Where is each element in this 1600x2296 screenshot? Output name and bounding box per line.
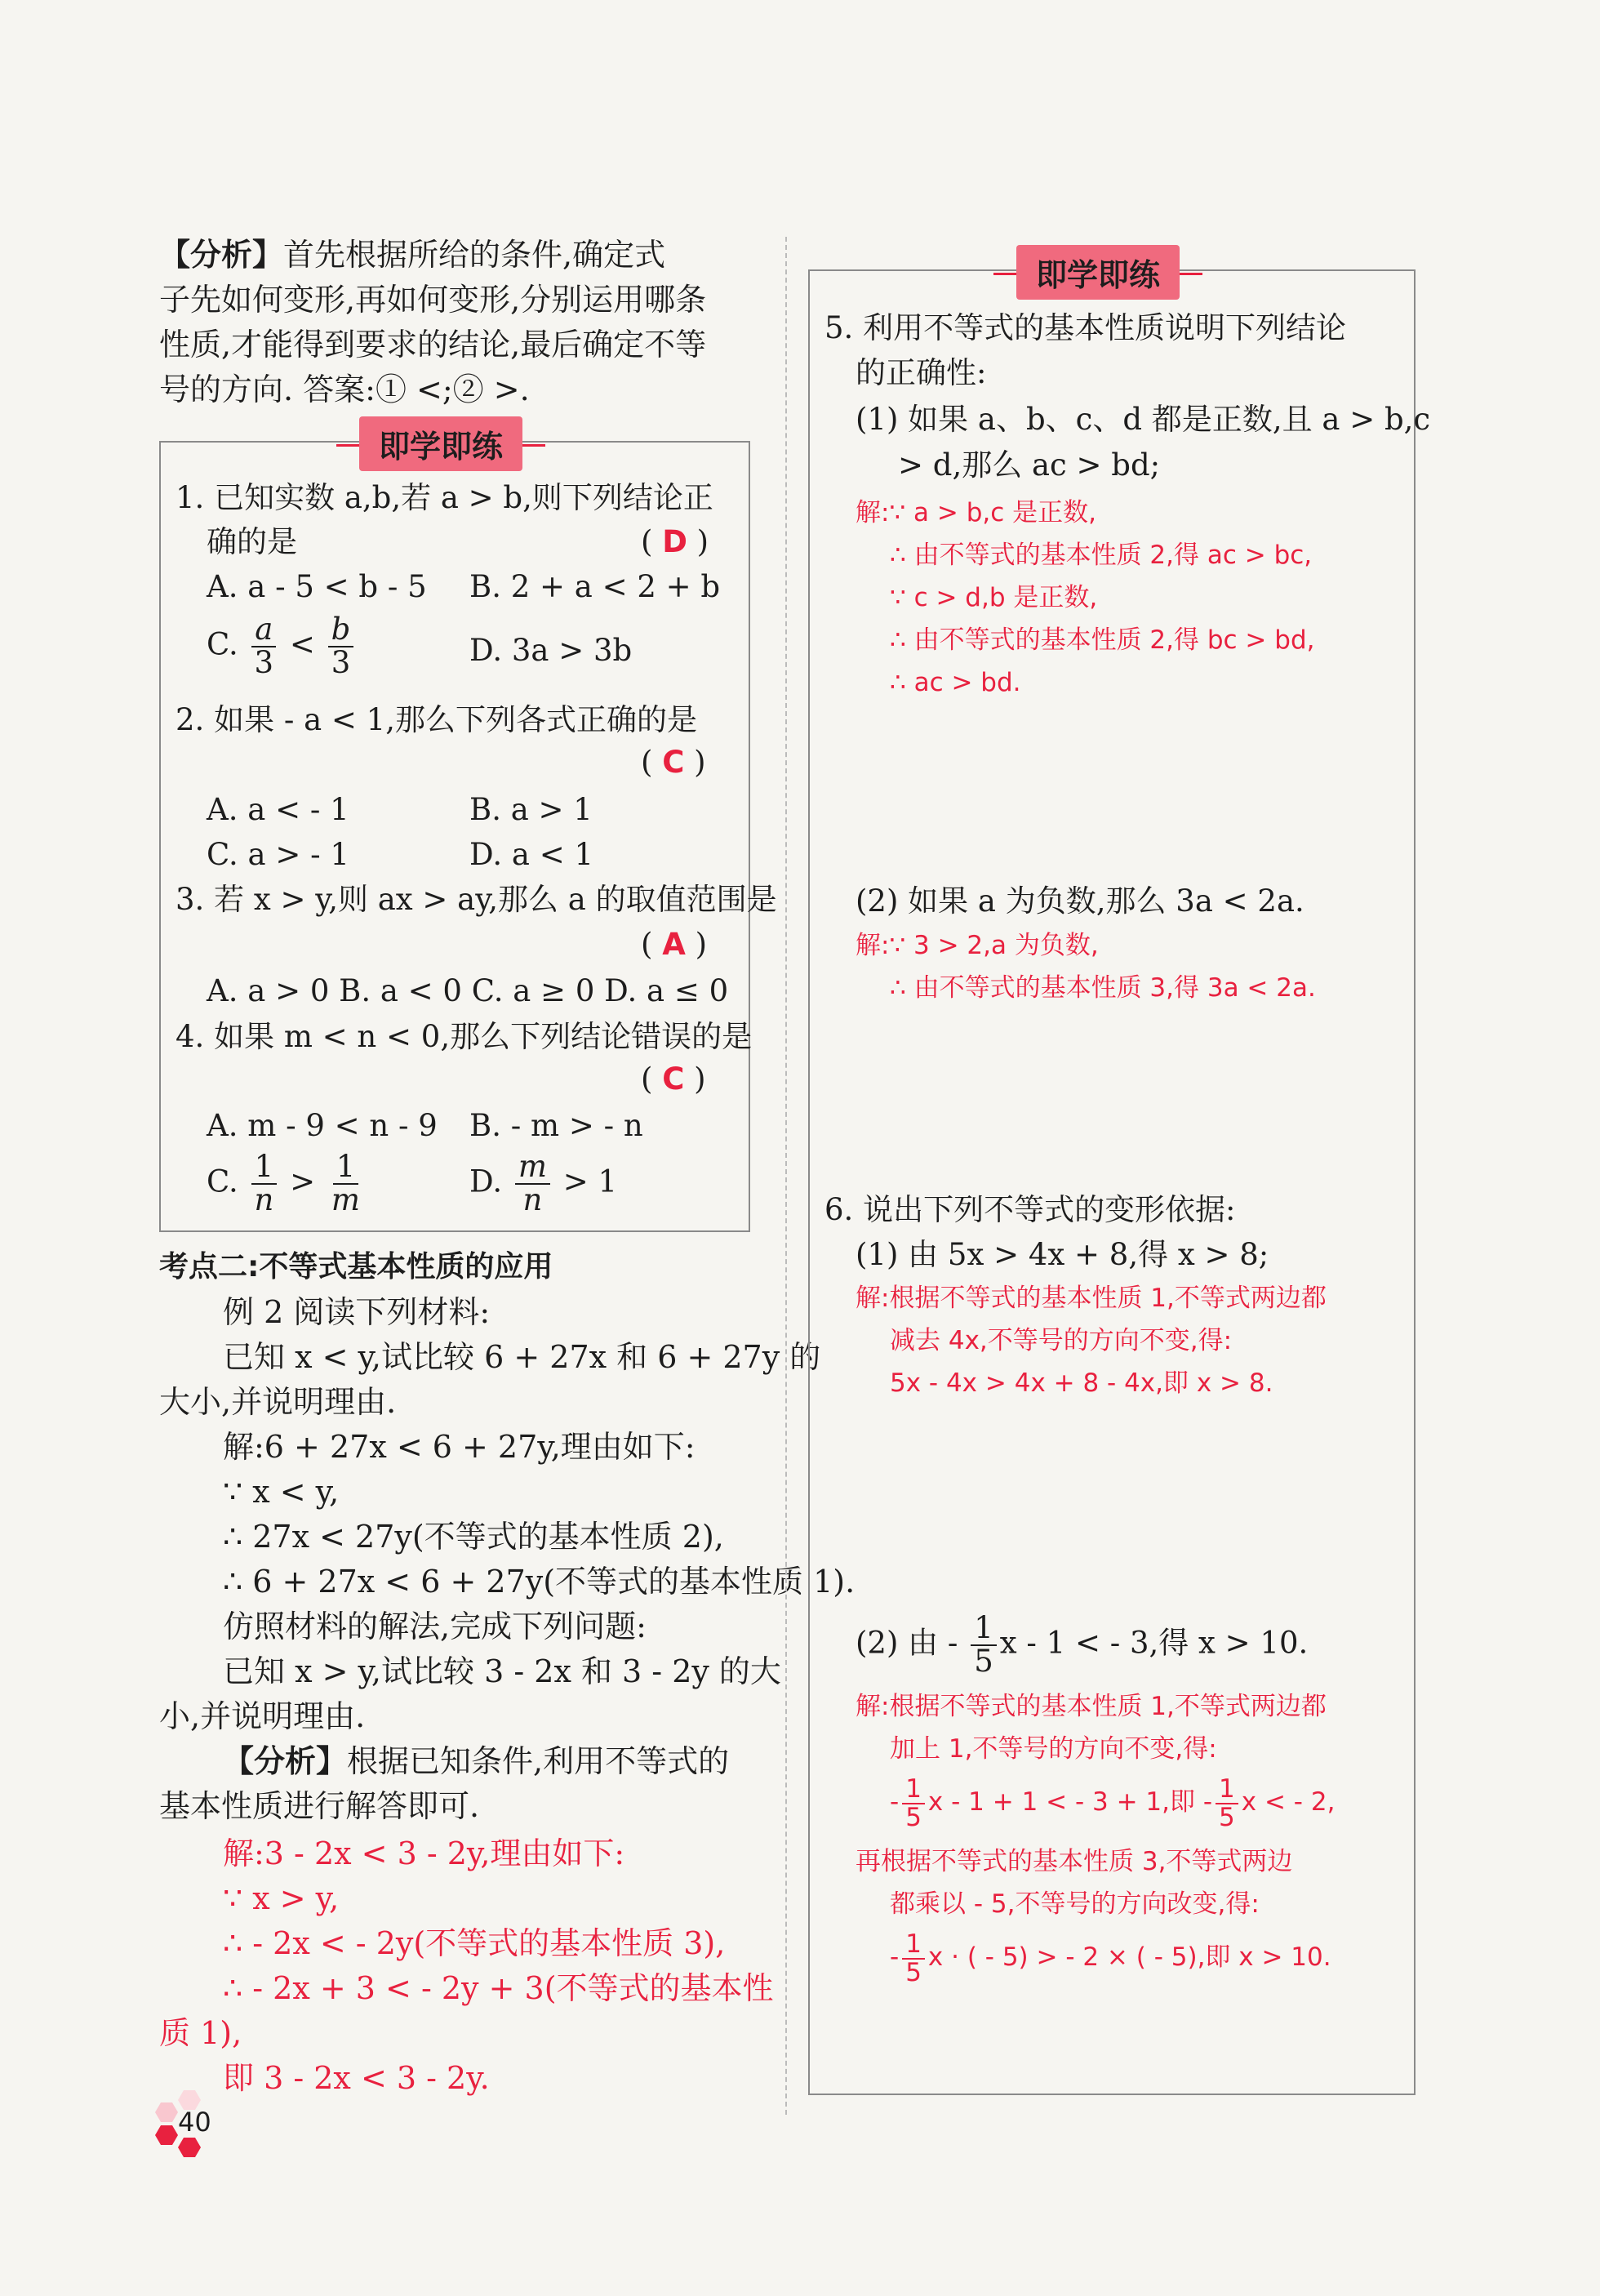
example-line-0: 已知 x < y,试比较 6 + 27x 和 6 + 27y 的 [223, 1339, 821, 1375]
analysis-1-line-1: 子先如何变形,再如何变形,分别运用哪条 [159, 282, 707, 318]
fraction: $\frac{a}{3}$ [251, 614, 278, 679]
example-line-5: ∴ 6 + 27x < 6 + 27y(不等式的基本性质 1). [223, 1564, 856, 1600]
fraction: $\frac{1}{5}$ [902, 1931, 925, 1986]
example-line-6: 仿照材料的解法,完成下列问题: [223, 1609, 647, 1644]
q4-line: 4. 如果 m < n < 0,那么下列结论错误的是 [176, 1019, 753, 1054]
kaodian-heading: 考点二:不等式基本性质的应用 [159, 1250, 553, 1284]
q6-part2-solution-0: 解:根据不等式的基本性质 1,不等式两边都 [856, 1692, 1327, 1721]
q5-line-1: 的正确性: [856, 355, 987, 390]
q3-line: 3. 若 x > y,则 ax > ay,那么 a 的取值范围是 [176, 882, 777, 917]
column-divider [785, 237, 787, 2115]
practice-tag-left: 即学即练 [359, 416, 522, 471]
q6-part2-solution-1: 加上 1,不等号的方向不变,得: [890, 1734, 1217, 1764]
q6-part2-solution-2: 再根据不等式的基本性质 3,不等式两边 [856, 1847, 1293, 1876]
q5-part1-solution-0: 解:∵ a > b,c 是正数, [856, 498, 1096, 527]
example-analysis-line-1: 基本性质进行解答即可. [159, 1788, 480, 1824]
q4-option-d: D. $\frac{m}{n}$ > 1 [469, 1149, 618, 1217]
q6-part2-solution-eq2: - $\frac{1}{5}$ x · ( - 5) > - 2 × ( - 5),即 x > 10. [890, 1929, 1331, 1987]
hexagon-decoration [155, 2125, 178, 2145]
q5-part2-solution-0: 解:∵ 3 > 2,a 为负数, [856, 931, 1099, 960]
q2-option-c: C. a > - 1 [207, 837, 349, 872]
q5-part2-solution-1: ∴ 由不等式的基本性质 3,得 3a < 2a. [890, 973, 1316, 1003]
q2-answer: ( C ) [641, 745, 706, 780]
q1-line-1: 确的是 [207, 524, 297, 559]
practice-tag-right: 即学即练 [1016, 245, 1180, 300]
q2-option-b: B. a > 1 [469, 792, 593, 827]
example-line-2: 解:6 + 27x < 6 + 27y,理由如下: [223, 1429, 696, 1465]
analysis-1-line-3: 号的方向. 答案:① <;② >. [159, 372, 530, 407]
q6-part1-solution-1: 减去 4x,不等号的方向不变,得: [890, 1326, 1233, 1355]
q1-line-0: 1. 已知实数 a,b,若 a > b,则下列结论正 [176, 480, 713, 515]
example-line-4: ∴ 27x < 27y(不等式的基本性质 2), [223, 1519, 724, 1555]
q5-part1-line-0: (1) 如果 a、b、c、d 都是正数,且 a > b,c [856, 402, 1431, 437]
analysis-label: 【分析】 [223, 1743, 348, 1779]
q6-part2-line: (2) 由 - $\frac{1}{5}$ x - 1 < - 3,得 x > 10. [856, 1610, 1309, 1679]
fraction: $\frac{1}{m}$ [331, 1149, 361, 1217]
fraction: $\frac{1}{5}$ [1216, 1776, 1238, 1831]
example-solution-5: 即 3 - 2x < 3 - 2y. [223, 2060, 490, 2096]
q5-part1-solution-2: ∵ c > d,b 是正数, [890, 583, 1098, 612]
q4-option-c: C. $\frac{1}{n}$ > $\frac{1}{m}$ [207, 1151, 367, 1217]
q2-line: 2. 如果 - a < 1,那么下列各式正确的是 [176, 702, 697, 737]
q6-part1-solution-0: 解:根据不等式的基本性质 1,不等式两边都 [856, 1284, 1327, 1313]
example-line-1: 大小,并说明理由. [159, 1384, 397, 1420]
q1-option-d: D. 3a > 3b [469, 633, 633, 668]
q4-option-b: B. - m > - n [469, 1108, 643, 1143]
example-solution-3: ∴ - 2x + 3 < - 2y + 3(不等式的基本性 [223, 1970, 774, 2006]
example-solution-4: 质 1), [159, 2015, 242, 2051]
q4-option-a: A. m - 9 < n - 9 [207, 1108, 438, 1143]
page-number: 40 [178, 2107, 211, 2138]
q5-line-0: 5. 利用不等式的基本性质说明下列结论 [824, 310, 1347, 345]
q5-part1-solution-3: ∴ 由不等式的基本性质 2,得 bc > bd, [890, 625, 1315, 655]
example-line-3: ∵ x < y, [223, 1474, 340, 1510]
hexagon-decoration [155, 2102, 178, 2122]
q1-option-a: A. a - 5 < b - 5 [207, 569, 427, 604]
example-title: 例 2 阅读下列材料: [223, 1294, 491, 1330]
example-analysis-line-0: 【分析】根据已知条件,利用不等式的 [223, 1743, 730, 1779]
q5-part1-solution-4: ∴ ac > bd. [890, 668, 1021, 697]
q3-answer: ( A ) [641, 927, 708, 962]
q1-answer: ( D ) [641, 524, 709, 559]
fraction: $\frac{m}{n}$ [515, 1151, 550, 1217]
fraction: $\frac{1}{n}$ [251, 1151, 278, 1217]
q5-part1-line-1: > d,那么 ac > bd; [898, 447, 1161, 483]
q4-answer: ( C ) [641, 1061, 706, 1097]
analysis-1-line-0: 【分析】首先根据所给的条件,确定式 [159, 237, 666, 273]
q5-part1-solution-1: ∴ 由不等式的基本性质 2,得 ac > bc, [890, 541, 1313, 570]
example-solution-1: ∵ x > y, [223, 1880, 340, 1916]
fraction: $\frac{1}{5}$ [902, 1776, 925, 1831]
q6-part2-solution-3: 都乘以 - 5,不等号的方向改变,得: [890, 1889, 1260, 1919]
q6-part1-solution-2: 5x - 4x > 4x + 8 - 4x,即 x > 8. [890, 1368, 1273, 1398]
analysis-1-line-2: 性质,才能得到要求的结论,最后确定不等 [159, 327, 707, 363]
q3-options: A. a > 0 B. a < 0 C. a ≥ 0 D. a ≤ 0 [207, 973, 729, 1008]
q1-option-c: C. $\frac{a}{3}$ < $\frac{b}{3}$ [207, 614, 357, 679]
hexagon-decoration [178, 2138, 201, 2157]
q6-part2-solution-eq1: - $\frac{1}{5}$ x - 1 + 1 < - 3 + 1,即 - $\frac{1}{5}$ x < - 2, [890, 1774, 1336, 1832]
q1-option-b: B. 2 + a < 2 + b [469, 569, 721, 604]
example-solution-2: ∴ - 2x < - 2y(不等式的基本性质 3), [223, 1925, 726, 1961]
q5-part2-line: (2) 如果 a 为负数,那么 3a < 2a. [856, 883, 1304, 919]
q6-part1-line: (1) 由 5x > 4x + 8,得 x > 8; [856, 1237, 1269, 1272]
q6-line: 6. 说出下列不等式的变形依据: [824, 1192, 1236, 1227]
fraction: $\frac{1}{5}$ [971, 1613, 997, 1678]
q2-option-a: A. a < - 1 [207, 792, 349, 827]
fraction: $\frac{b}{3}$ [328, 614, 354, 679]
q2-option-d: D. a < 1 [469, 837, 593, 872]
analysis-label: 【分析】 [159, 237, 284, 273]
example-line-7: 已知 x > y,试比较 3 - 2x 和 3 - 2y 的大 [223, 1653, 781, 1689]
example-solution-0: 解:3 - 2x < 3 - 2y,理由如下: [223, 1835, 625, 1871]
example-line-8: 小,并说明理由. [159, 1698, 366, 1734]
